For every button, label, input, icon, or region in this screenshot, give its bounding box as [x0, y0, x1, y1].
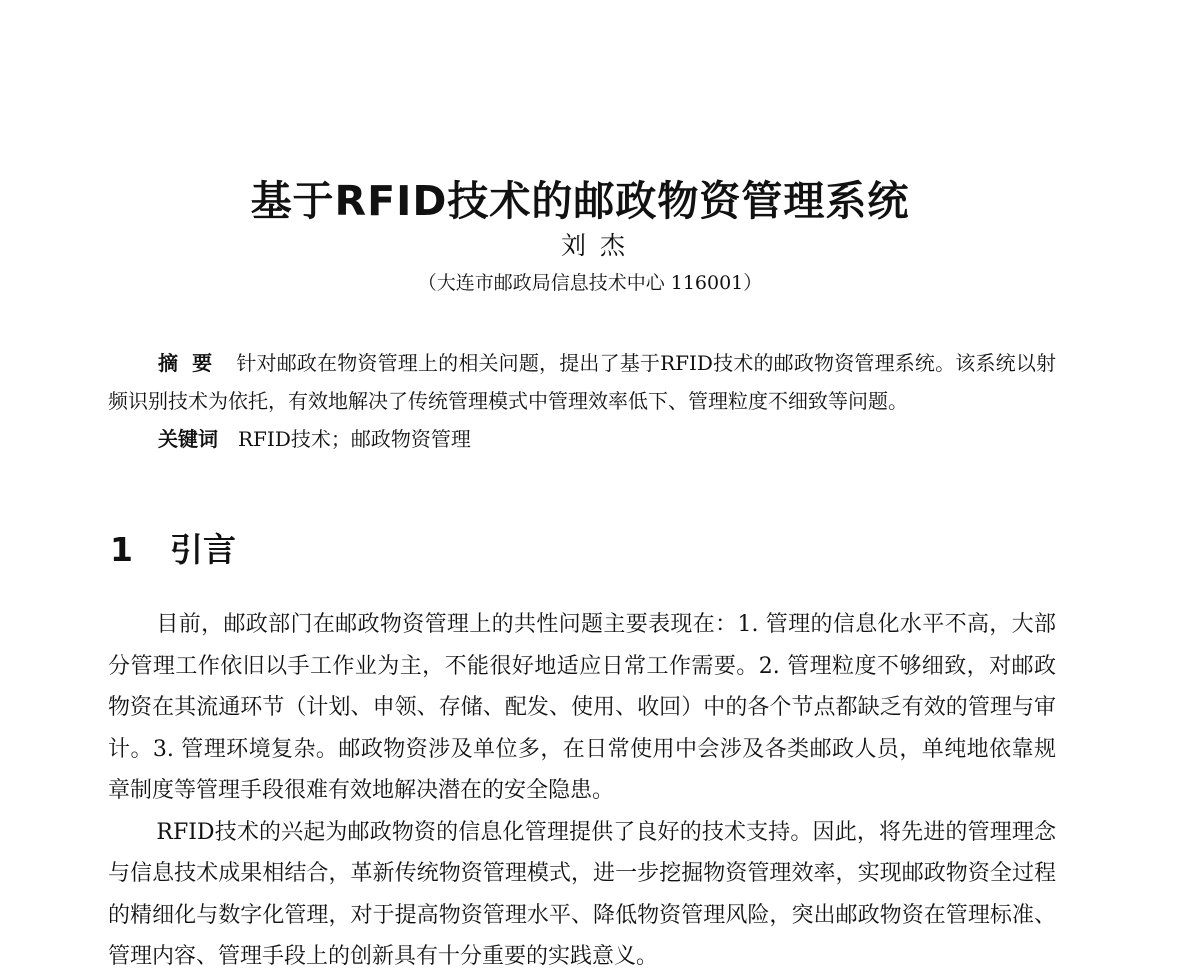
paper-title: 基于RFID技术的邮政物资管理系统 — [250, 177, 910, 225]
body-paragraph-1: 目前，邮政部门在邮政物资管理上的共性问题主要表现在：1. 管理的信息化水平不高，大部分管理工作依旧以手工作业为主，不能很好地适应日常工作需要。2. 管理粒度不够细致，对邮政物资在其流通环节（计划、申领、存储、配发、使用、收回）中的各个节点都缺乏有效的管理与审计。3. 管理环境复杂。邮政物资涉及单位多，在日常使用中会涉及各类邮政人员，单纯地依靠规章制度等管理手段很难有效地解决潜在的安全隐患。 — [108, 612, 1056, 803]
keywords-text: RFID技术；邮政物资管理 — [238, 427, 471, 451]
section-number: 1 — [110, 530, 133, 569]
abstract-text: 针对邮政在物资管理上的相关问题，提出了基于RFID技术的邮政物资管理系统。该系统以射频识别技术为依托，有效地解决了传统管理模式中管理效率低下、管理粒度不细致等问题。 — [108, 351, 1056, 413]
keywords-label: 关键词 — [158, 427, 218, 451]
abstract-label: 摘要 — [158, 351, 227, 375]
body-text — [108, 604, 1056, 978]
keywords-paragraph — [108, 420, 1056, 458]
section-title: 引言 — [170, 530, 236, 569]
author-name: 刘杰 — [560, 231, 639, 260]
section-heading — [110, 524, 236, 571]
abstract-paragraph — [108, 344, 1056, 420]
abstract-block — [108, 344, 1056, 458]
author-affiliation: （大连市邮政局信息技术中心 116001） — [417, 272, 763, 294]
body-paragraph-2: RFID技术的兴起为邮政物资的信息化管理提供了良好的技术支持。因此，将先进的管理理念与信息技术成果相结合，革新传统物资管理模式，进一步挖掘物资管理效率，实现邮政物资全过程的精细化与数字化管理，对于提高物资管理水平、降低物资管理风险，突出邮政物资在管理标准、管理内容、管理手段上的创新具有十分重要的实践意义。 — [108, 819, 1056, 969]
